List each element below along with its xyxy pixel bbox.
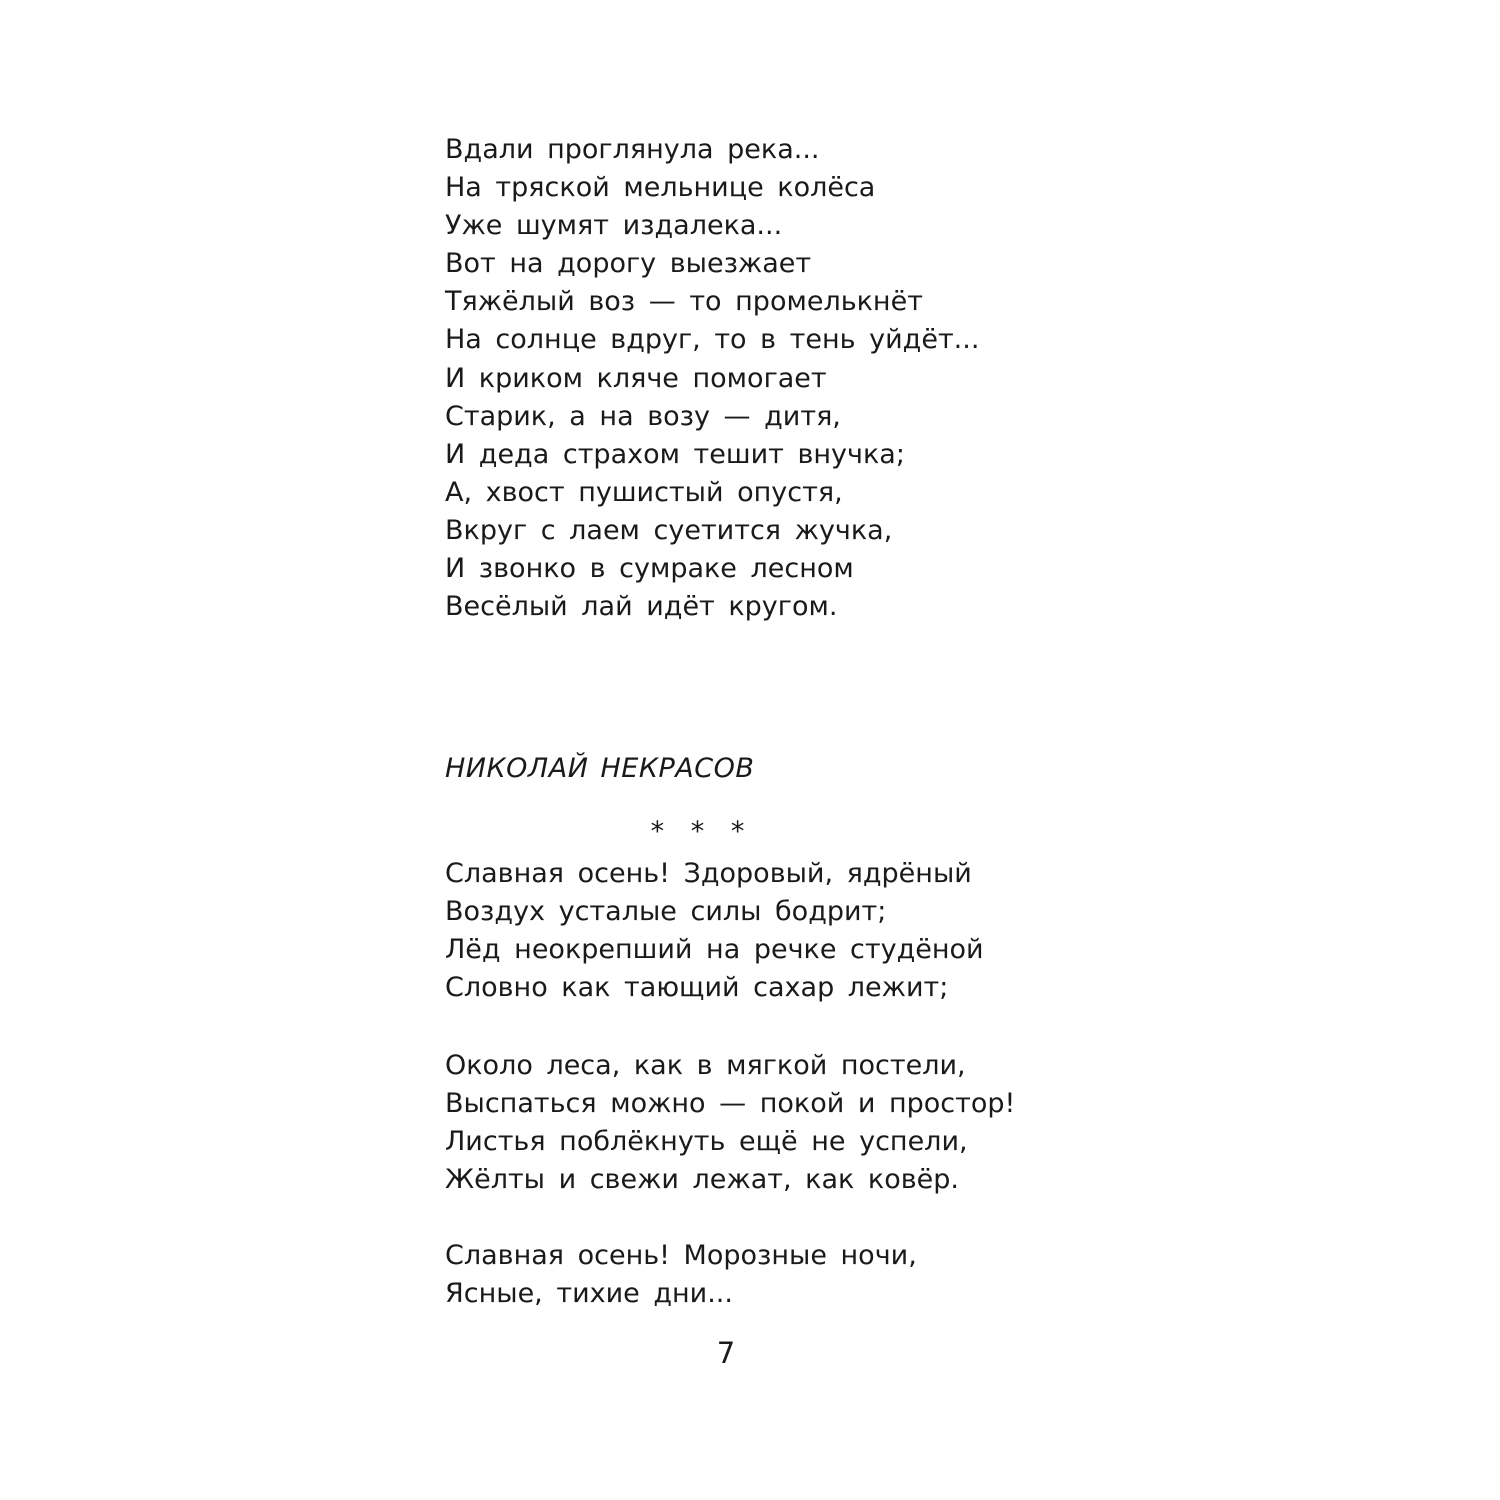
poem-2-stanza-3: [445, 1237, 917, 1313]
verse-line: Весёлый лай идёт кругом.: [445, 591, 838, 623]
verse-line: Около леса, как в мягкой постели,: [445, 1050, 966, 1081]
verse-line: Славная осень! Здоровый, ядрёный: [445, 858, 972, 889]
verse-line: Вкруг с лаем суетится жучка,: [445, 514, 893, 546]
verse-line: Листья поблёкнуть ещё не успели,: [445, 1126, 968, 1158]
verse-line: И деда страхом тешит внучка;: [445, 438, 905, 470]
verse-line: Вдали проглянула река...: [445, 134, 820, 165]
verse-line: Выспаться можно — покой и простор!: [445, 1088, 1016, 1120]
verse-line: Вот на дорогу выезжает: [445, 248, 812, 280]
verse-line: Уже шумят издалека...: [445, 210, 783, 242]
verse-line: Тяжёлый воз — то промелькнёт: [445, 286, 923, 318]
verse-line: Ясные, тихие дни...: [445, 1278, 733, 1310]
poem-1-stanza: [445, 131, 979, 626]
page-number: 7: [716, 1336, 736, 1370]
verse-line: И звонко в сумраке лесном: [445, 553, 854, 585]
verse-line: На солнце вдруг, то в тень уйдёт...: [445, 324, 980, 356]
verse-line: И криком кляче помогает: [445, 362, 827, 394]
verse-line: Воздух усталые силы бодрит;: [445, 896, 887, 928]
poem-2-stanza-2: [445, 1047, 1015, 1199]
poem-2-stanza-1: [445, 855, 984, 1007]
verse-line: На тряской мельнице колёса: [445, 172, 876, 204]
author-heading: НИКОЛАЙ НЕКРАСОВ: [445, 753, 755, 784]
verse-line: А, хвост пушистый опустя,: [445, 476, 843, 508]
verse-line: Лёд неокрепший на речке студёной: [445, 934, 984, 966]
verse-line: Славная осень! Морозные ночи,: [445, 1240, 917, 1271]
verse-line: Старик, а на возу — дитя,: [445, 400, 841, 432]
verse-line: Жёлты и свежи лежат, как ковёр.: [445, 1164, 959, 1196]
asterism-separator: * * *: [650, 816, 754, 847]
verse-line: Словно как тающий сахар лежит;: [445, 972, 949, 1004]
